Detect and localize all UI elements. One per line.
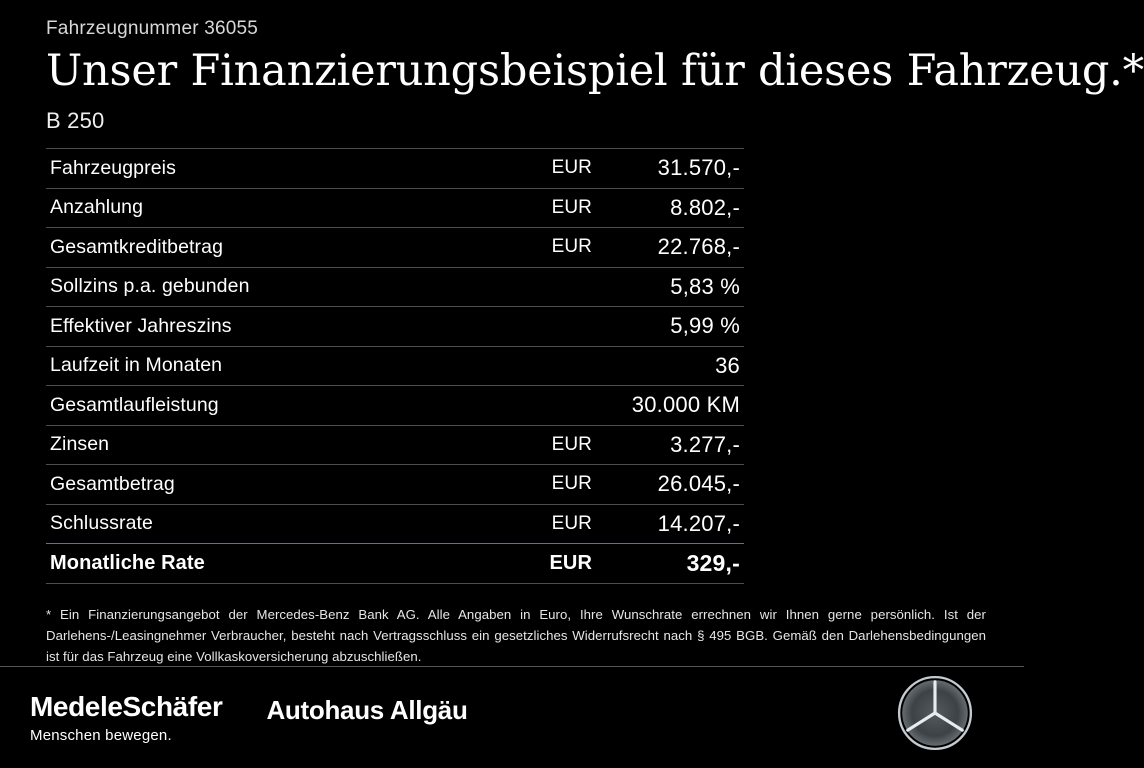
brand-block [28,692,222,744]
row-currency: EUR [551,512,592,534]
page-footer [0,666,1024,768]
vehicle-number: Fahrzeugnummer 36055 [46,18,259,39]
table-row [46,227,744,267]
row-label: Effektiver Jahreszins [50,314,232,337]
row-value: 5,83 % [670,273,740,299]
row-value: 30.000 KM [631,392,740,418]
table-row [46,385,744,425]
finance-table [46,148,744,584]
row-label: Gesamtlaufleistung [50,393,219,416]
table-row [46,346,744,386]
row-value: 8.802,- [670,194,740,220]
row-value: 26.045,- [657,471,740,497]
table-row [46,148,744,188]
row-value: 329,- [686,549,740,576]
row-value: 36 [715,352,740,378]
footnote-text: * Ein Finanzierungsangebot der Mercedes-Benz Bank AG. Alle Angaben in Euro, Ihre Wunschrate errechnen wir Ihnen gerne persönlich. Ist der Darlehens-/Leasingnehmer Verbraucher, besteht nach Vertragsschluss ein gesetzliches Widerrufsrecht nach § 495 BGB. Gemäß den Darlehensbedingungen ist für das Fahrzeug eine Vollkaskoversicherung abzuschließen. [46,606,986,664]
row-value: 3.277,- [670,431,740,457]
row-value: 14.207,- [657,510,740,536]
row-currency: EUR [551,473,592,495]
mercedes-star-icon [896,674,974,757]
row-currency: EUR [551,157,592,179]
row-label: Monatliche Rate [50,551,205,574]
table-row [46,504,744,544]
row-currency: EUR [551,433,592,455]
table-row [46,425,744,465]
vehicle-model: B 250 [46,108,105,133]
row-label: Fahrzeugpreis [50,156,176,179]
row-label: Schlussrate [50,512,153,535]
row-currency: EUR [551,196,592,218]
brand-name: MedeleSchäfer [30,690,223,722]
row-label: Sollzins p.a. gebunden [50,275,250,298]
table-row [46,267,744,307]
row-label: Gesamtbetrag [50,472,175,495]
row-currency: EUR [551,236,592,258]
row-label: Zinsen [50,433,110,456]
page-title: Unser Finanzierungsbeispiel für dieses Fahrzeug.* [46,46,1144,96]
row-label: Gesamtkreditbetrag [50,235,224,258]
row-value: 22.768,- [657,234,740,260]
row-value: 31.570,- [657,155,740,181]
table-row [46,188,744,228]
dealer-name: Autohaus Allgäu [266,695,468,725]
table-row [46,306,744,346]
row-label: Anzahlung [50,196,144,219]
brand-tagline: Menschen bewegen. [30,726,172,744]
table-row [46,464,744,504]
table-row [46,543,744,584]
row-label: Laufzeit in Monaten [50,354,223,377]
row-currency: EUR [549,551,592,574]
row-value: 5,99 % [670,313,740,339]
